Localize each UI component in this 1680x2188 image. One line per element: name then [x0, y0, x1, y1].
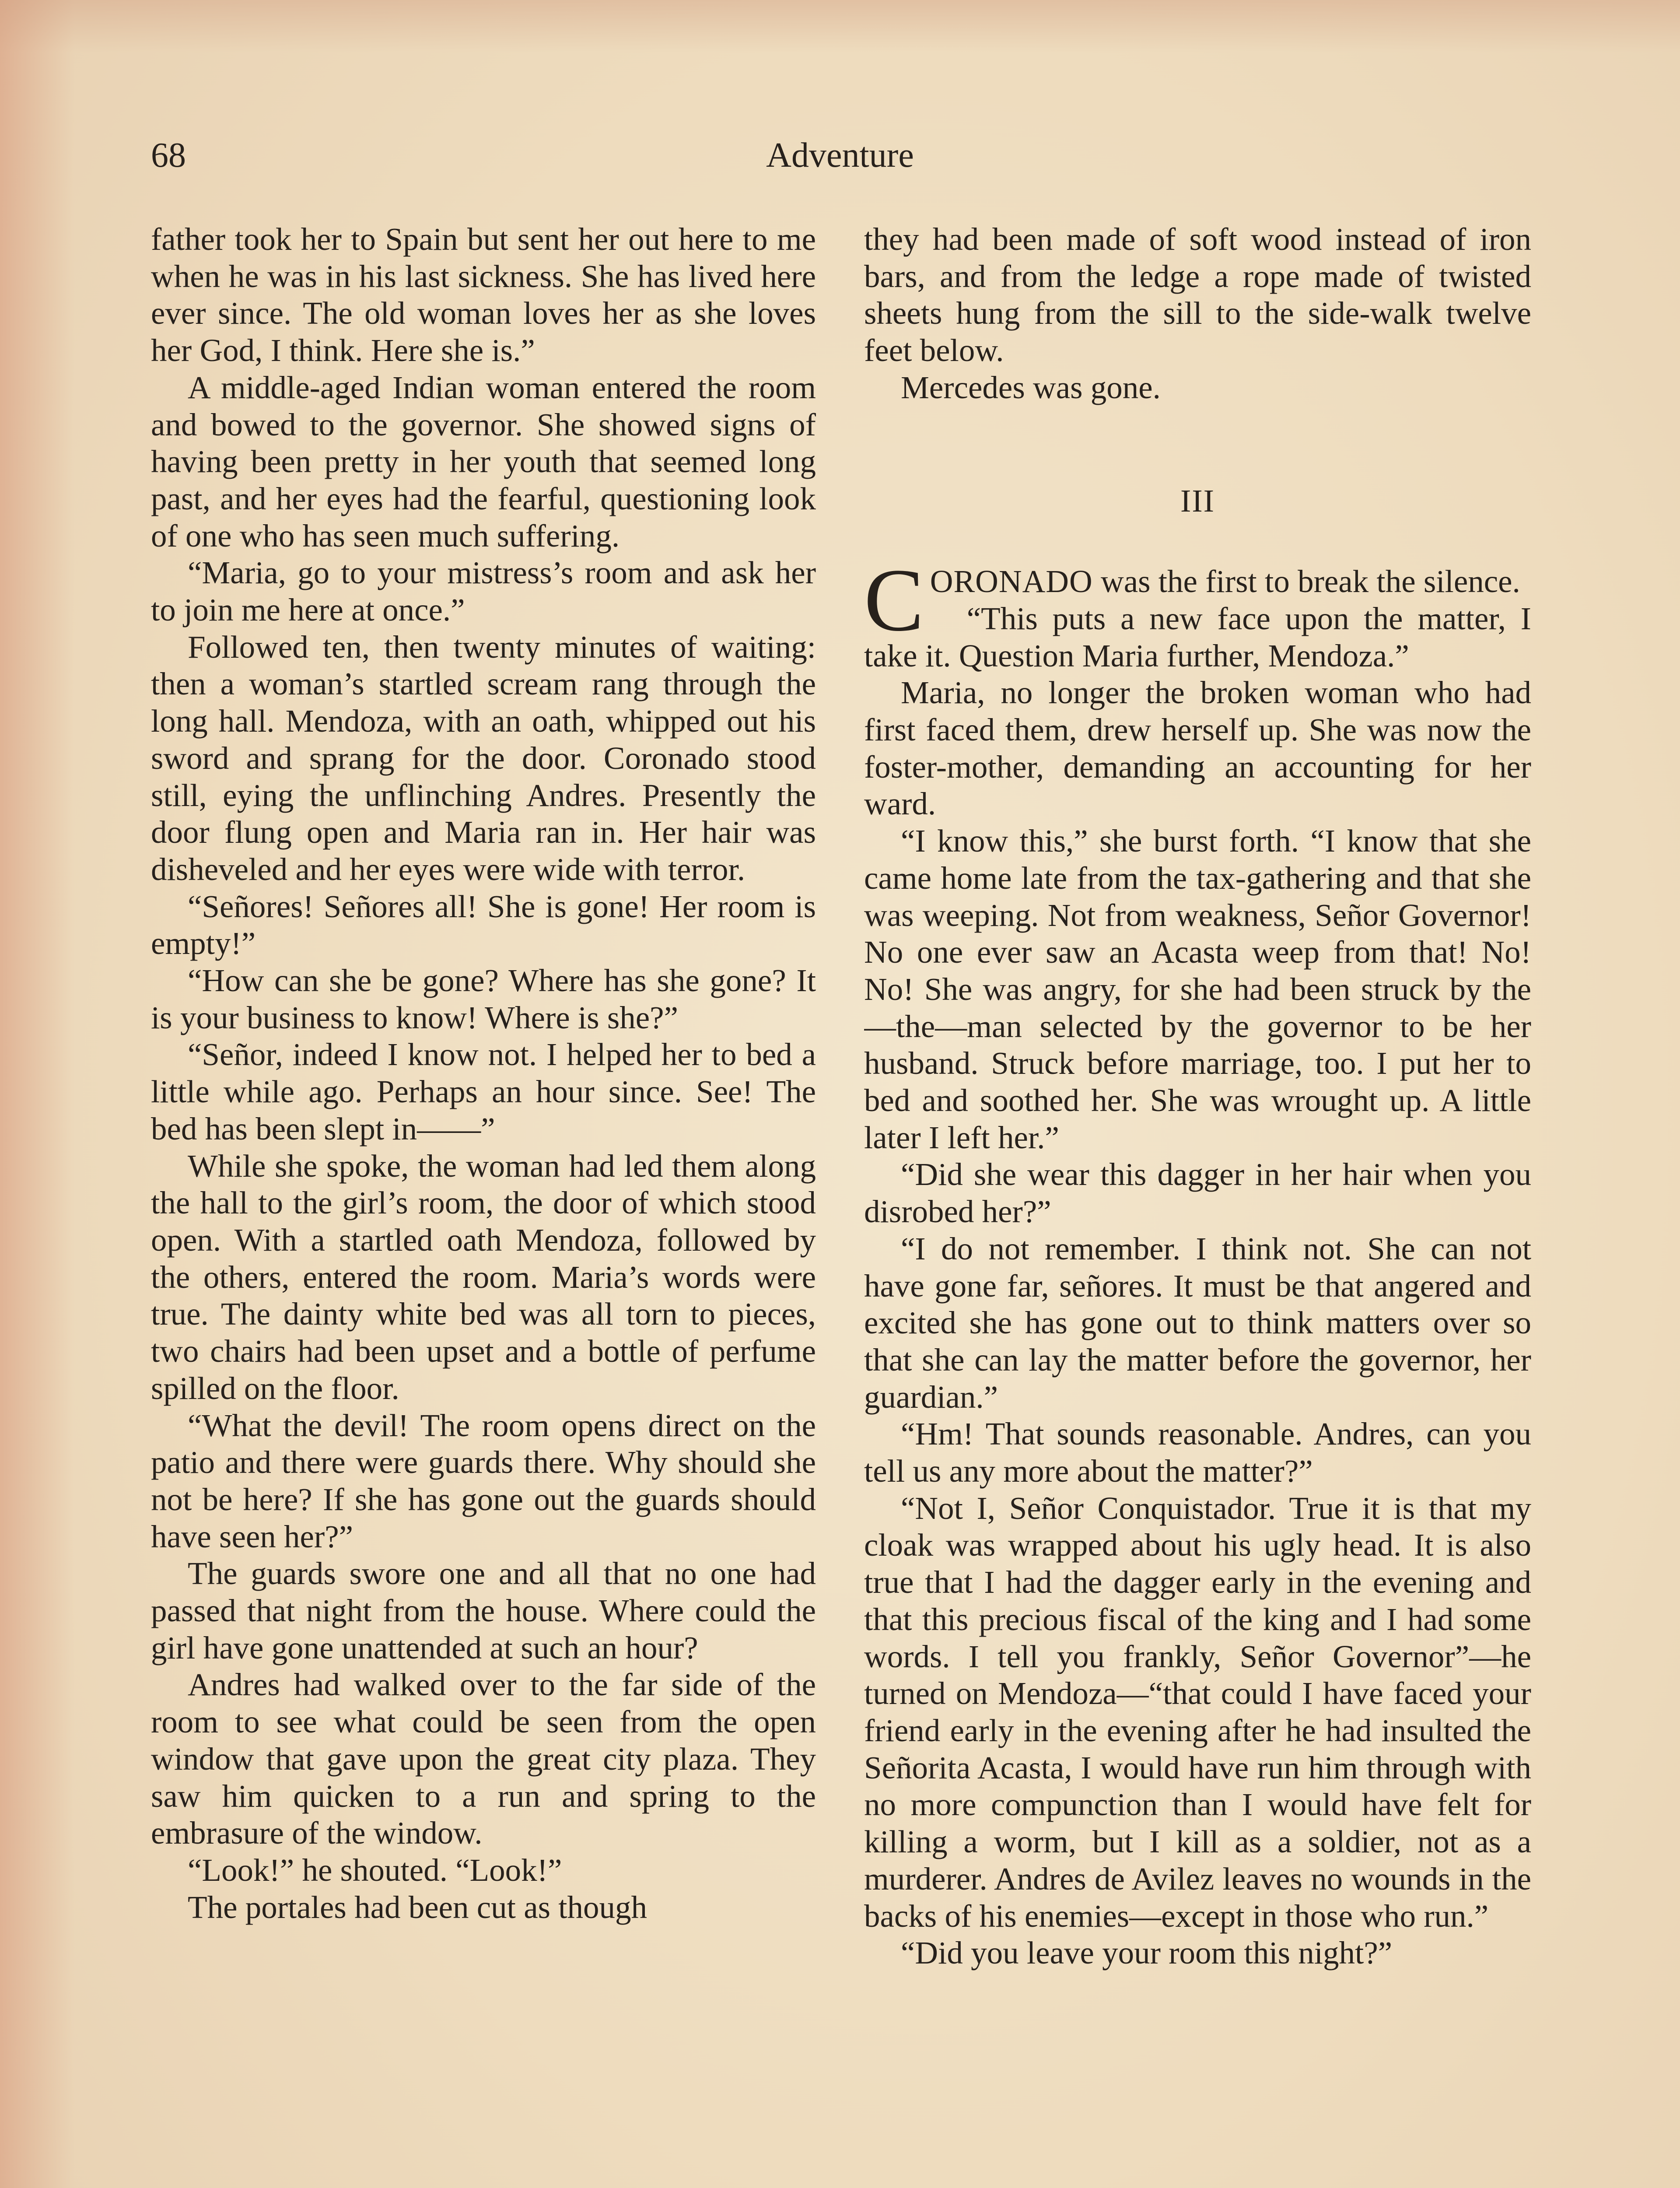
paragraph: “How can she be gone? Where has she gone? It is your business to know! Where is she?”	[151, 963, 816, 1035]
paragraph: “Did you leave your room this night?”	[901, 1935, 1393, 1971]
opening-text: was the first to break the silence.	[1092, 564, 1520, 600]
paragraph: “Not I, Señor Conquistador. True it is that my cloak was wrapped about his ugly head. It is also true that I had the dagger early in the evening and that this precious fiscal of the king and I had some words. I tell you frankly, Señor Governor”—he turned on Mendoza—“that could I have faced your friend early in the evening after he had insulted the Señorita Acasta, I would have run him through with no more compunction than I would have felt for killing a worm, but I kill as a soldier, not as a murderer. Andres de Avilez leaves no wounds in the backs of his enemies—except in those who run.”	[864, 1490, 1531, 1934]
paragraph: Followed ten, then twenty minutes of waiting: then a woman’s startled scream rang through the long hall. Mendoza, with an oath, whipped out his sword and sprang for the door. Coronado stood still, eying the unflinching Andres. Presently the door flung open and Maria ran in. Her hair was disheveled and her eyes were wide with terror.	[151, 629, 816, 887]
paragraph: “Señores! Señores all! She is gone! Her room is empty!”	[151, 888, 816, 961]
paragraph: “What the devil! The room opens direct on the patio and there were guards there. Why should she not be here? If she has gone out the guards should have seen her?”	[151, 1407, 816, 1554]
page-edge-stain	[0, 0, 74, 2188]
opening-caps: ORONADO	[930, 564, 1093, 600]
paragraph: Mercedes was gone.	[901, 369, 1161, 405]
page-top-stain	[0, 0, 1680, 53]
right-column	[864, 221, 1531, 2188]
section-number: III	[1180, 483, 1215, 519]
paragraph: father took her to Spain but sent her out here to me when he was in his last sickness. She has lived here ever since. The old woman loves her as she loves her God, I think. Here she is.”	[151, 221, 816, 368]
magazine-title: Adventure	[766, 136, 914, 175]
paragraph: “Hm! That sounds reasonable. Andres, can you tell us any more about the matter?”	[864, 1416, 1531, 1489]
paragraph: “Did she wear this dagger in her hair when you disrobed her?”	[864, 1157, 1531, 1230]
paragraph: The guards swore one and all that no one had passed that night from the house. Where could the girl have gone unattended at such an hour?	[151, 1556, 816, 1666]
paragraph: The portales had been cut as though	[188, 1889, 648, 1925]
paragraph: “Maria, go to your mistress’s room and ask her to join me here at once.”	[151, 555, 816, 628]
left-column	[151, 221, 816, 2188]
running-header	[151, 131, 1529, 179]
paragraph: Maria, no longer the broken woman who had first faced them, drew herself up. She was now the foster-mother, demanding an accounting for her ward.	[864, 675, 1531, 822]
paragraph: A middle-aged Indian woman entered the room and bowed to the governor. She showed signs of having been pretty in her youth that seemed long past, and her eyes had the fearful, questioning look of one who has seen much suffering.	[151, 369, 816, 554]
paragraph: Andres had walked over to the far side of the room to see what could be seen from the open window that gave upon the great city plaza. They saw him quicken to a run and spring to the embrasure of the window.	[151, 1667, 816, 1851]
paragraph: “Señor, indeed I know not. I helped her to bed a little while ago. Perhaps an hour since. See! The bed has been slept in——”	[151, 1037, 816, 1147]
section-spacer	[864, 519, 1531, 563]
paragraph: “This puts a new face upon the matter, I take it. Question Maria further, Mendoza.”	[864, 600, 1531, 673]
paragraph: While she spoke, the woman had led them along the hall to the girl’s room, the door of which stood open. With a startled oath Mendoza, followed by the others, entered the room. Maria’s words were true. The dainty white bed was all torn to pieces, two chairs had been upset and a bottle of perfume spilled on the floor.	[151, 1148, 816, 1406]
paragraph: “I do not remember. I think not. She can not have gone far, señores. It must be that angered and excited she has gone out to think matters over so that she can lay the matter before the governor, her guardian.”	[864, 1231, 1531, 1415]
drop-cap: C	[864, 551, 924, 650]
page-number: 68	[151, 136, 186, 175]
paragraph: they had been made of soft wood instead of iron bars, and from the ledge a rope made of twisted sheets hung from the sill to the side-walk twelve feet below.	[864, 221, 1531, 368]
paragraph: “I know this,” she burst forth. “I know that she came home late from the tax-gathering and that she was weeping. Not from weakness, Señor Governor! No one ever saw an Acasta weep from that! No! No! She was angry, for she had been struck by the—the—man selected by the governor to be her husband. Struck before marriage, too. I put her to bed and soothed her. She was wrought up. A little later I left her.”	[864, 823, 1531, 1155]
paragraph: “Look!” he shouted. “Look!”	[188, 1852, 562, 1888]
section-spacer	[864, 407, 1531, 483]
